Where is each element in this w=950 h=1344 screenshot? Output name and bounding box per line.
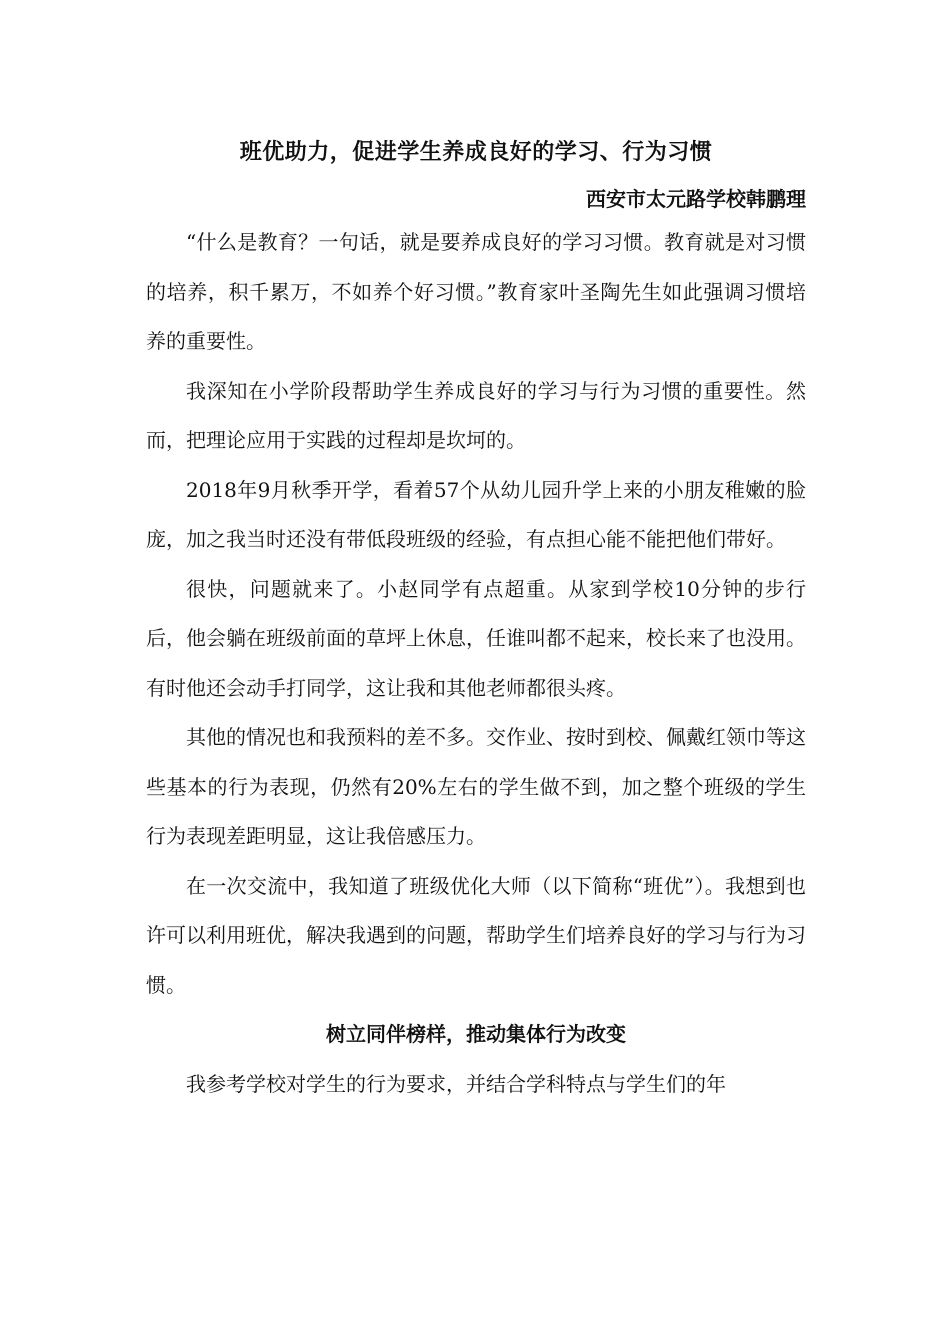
- paragraph-quote: “什么是教育？一句话，就是要养成良好的学习习惯。教育就是对习惯的培养，积千累万，不如养个好习惯。”教育家叶圣陶先生如此强调习惯培养的重要性。: [146, 230, 806, 353]
- paragraph-importance: 我深知在小学阶段帮助学生养成良好的学习与行为习惯的重要性。然而，把理论应用于实践的过程却是坎坷的。: [146, 378, 806, 452]
- paragraph-semester-start: 2018年9月秋季开学，看着57个从幼儿园升学上来的小朋友稚嫩的脸庞，加之我当时还没有带低段班级的经验，有点担心能不能把他们带好。: [146, 477, 806, 551]
- document-body: [146, 134, 806, 1109]
- document-title: 班优助力，促进学生养成良好的学习、行为习惯: [239, 139, 713, 165]
- paragraph-discovery: 在一次交流中，我知道了班级优化大师（以下简称“班优”）。我想到也许可以利用班优，解决我遇到的问题，帮助学生们培养良好的学习与行为习惯。: [146, 873, 806, 997]
- paragraph-section-start: 我参考学校对学生的行为要求，并结合学科特点与学生们的年: [186, 1071, 726, 1096]
- section-heading: 树立同伴榜样，推动集体行为改变: [326, 1022, 626, 1046]
- paragraph-problem: 很快，问题就来了。小赵同学有点超重。从家到学校10分钟的步行后，他会躺在班级前面的草坪上休息，任谁叫都不起来，校长来了也没用。有时他还会动手打同学，这让我和其他老师都很头疼。: [146, 576, 806, 700]
- paragraph-situation: 其他的情况也和我预料的差不多。交作业、按时到校、佩戴红领巾等这些基本的行为表现，仍然有20%左右的学生做不到，加之整个班级的学生行为表现差距明显，这让我倍感压力。: [146, 725, 806, 848]
- document-author: 西安市太元路学校韩鹏理: [586, 187, 806, 211]
